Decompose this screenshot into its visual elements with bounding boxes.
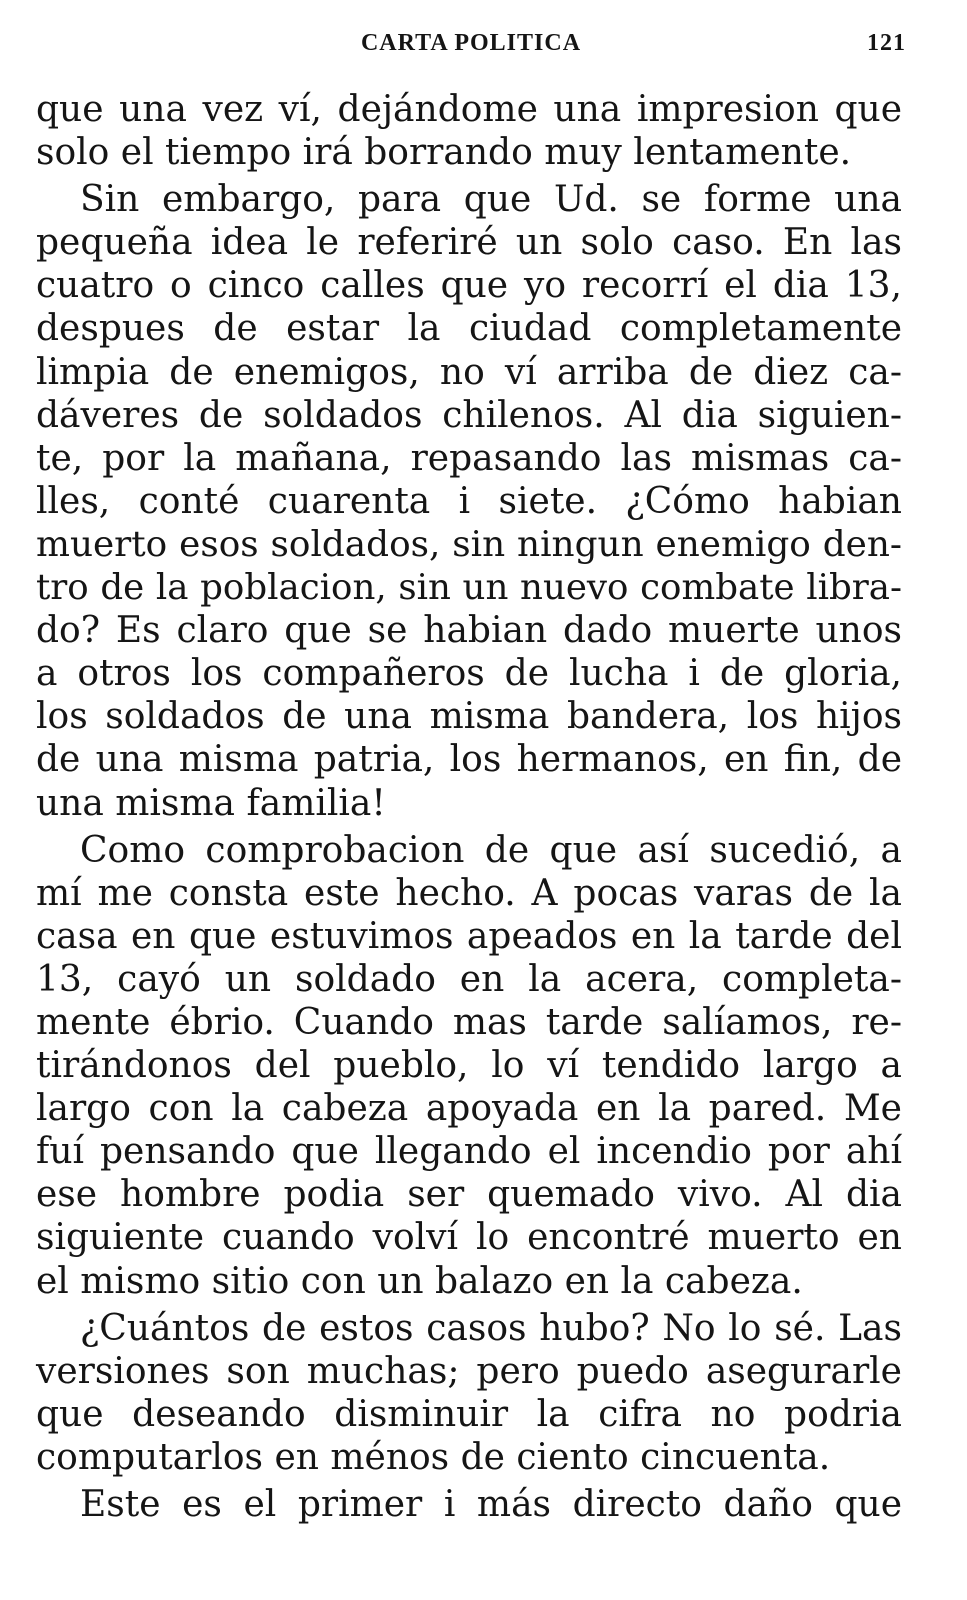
text-line: muerto esos soldados, sin ningun enemigo den- [36, 523, 902, 565]
paragraph-3 [36, 829, 902, 1303]
paragraph-4 [36, 1307, 902, 1479]
text-line: ¿Cuántos de estos casos hubo? No lo sé. Las [80, 1307, 902, 1349]
paragraph-1 [36, 88, 902, 174]
text-line: Sin embargo, para que Ud. se forme una [80, 179, 902, 221]
text-line: versiones son muchas; pero puedo asegurarle [36, 1350, 902, 1392]
body-text [36, 88, 902, 1526]
text-line: cuatro o cinco calles que yo recorrí el dia 13, [36, 265, 902, 307]
text-line: una misma familia! [36, 782, 386, 824]
text-line: despues de estar la ciudad completamente [36, 308, 902, 350]
running-title: CARTA POLITICA [360, 30, 582, 56]
paragraph-5 [36, 1483, 902, 1526]
running-header [36, 30, 906, 64]
text-line: Como comprobacion de que así sucedió, a [80, 829, 902, 871]
text-line: los soldados de una misma bandera, los hijos [36, 696, 902, 738]
text-line: ese hombre podia ser quemado vivo. Al dia [36, 1174, 902, 1216]
text-line: el mismo sitio con un balazo en la cabeza. [36, 1260, 803, 1302]
text-line: mí me consta este hecho. A pocas varas de la [36, 872, 902, 914]
text-line: fuí pensando que llegando el incendio por ahí [36, 1131, 902, 1173]
text-line: largo con la cabeza apoyada en la pared. Me [36, 1088, 902, 1130]
text-line: te, por la mañana, repasando las mismas ca- [36, 437, 902, 479]
text-line: computarlos en ménos de ciento cincuenta. [36, 1436, 831, 1478]
text-line: que deseando disminuir la cifra no podria [36, 1393, 902, 1435]
text-line: tirándonos del pueblo, lo ví tendido largo a [36, 1045, 902, 1087]
text-line: mente ébrio. Cuando mas tarde salíamos, re- [36, 1001, 902, 1043]
text-line: siguiente cuando volví lo encontré muerto en [36, 1217, 902, 1259]
text-line: dáveres de soldados chilenos. Al dia siguien- [36, 394, 902, 436]
text-line: tro de la poblacion, sin un nuevo combate libra- [36, 567, 902, 609]
text-line: limpia de enemigos, no ví arriba de diez ca- [36, 351, 902, 393]
page-number: 121 [867, 30, 906, 56]
text-line: solo el tiempo irá borrando muy lentamente. [36, 132, 852, 174]
text-line: casa en que estuvimos apeados en la tarde del [36, 915, 902, 957]
text-line: do? Es claro que se habian dado muerte unos [36, 610, 902, 652]
text-line: pequeña idea le referiré un solo caso. En las [36, 222, 902, 264]
paragraph-2 [36, 178, 902, 824]
text-line: que una vez ví, dejándome una impresion que [36, 89, 902, 130]
text-line: Este es el primer i más directo daño que [80, 1484, 902, 1525]
text-line: a otros los compañeros de lucha i de gloria, [36, 653, 902, 695]
text-line: lles, conté cuarenta i siete. ¿Cómo habian [36, 480, 902, 522]
text-line: 13, cayó un soldado en la acera, completa- [36, 958, 902, 1000]
text-line: de una misma patria, los hermanos, en fin, de [36, 739, 902, 781]
